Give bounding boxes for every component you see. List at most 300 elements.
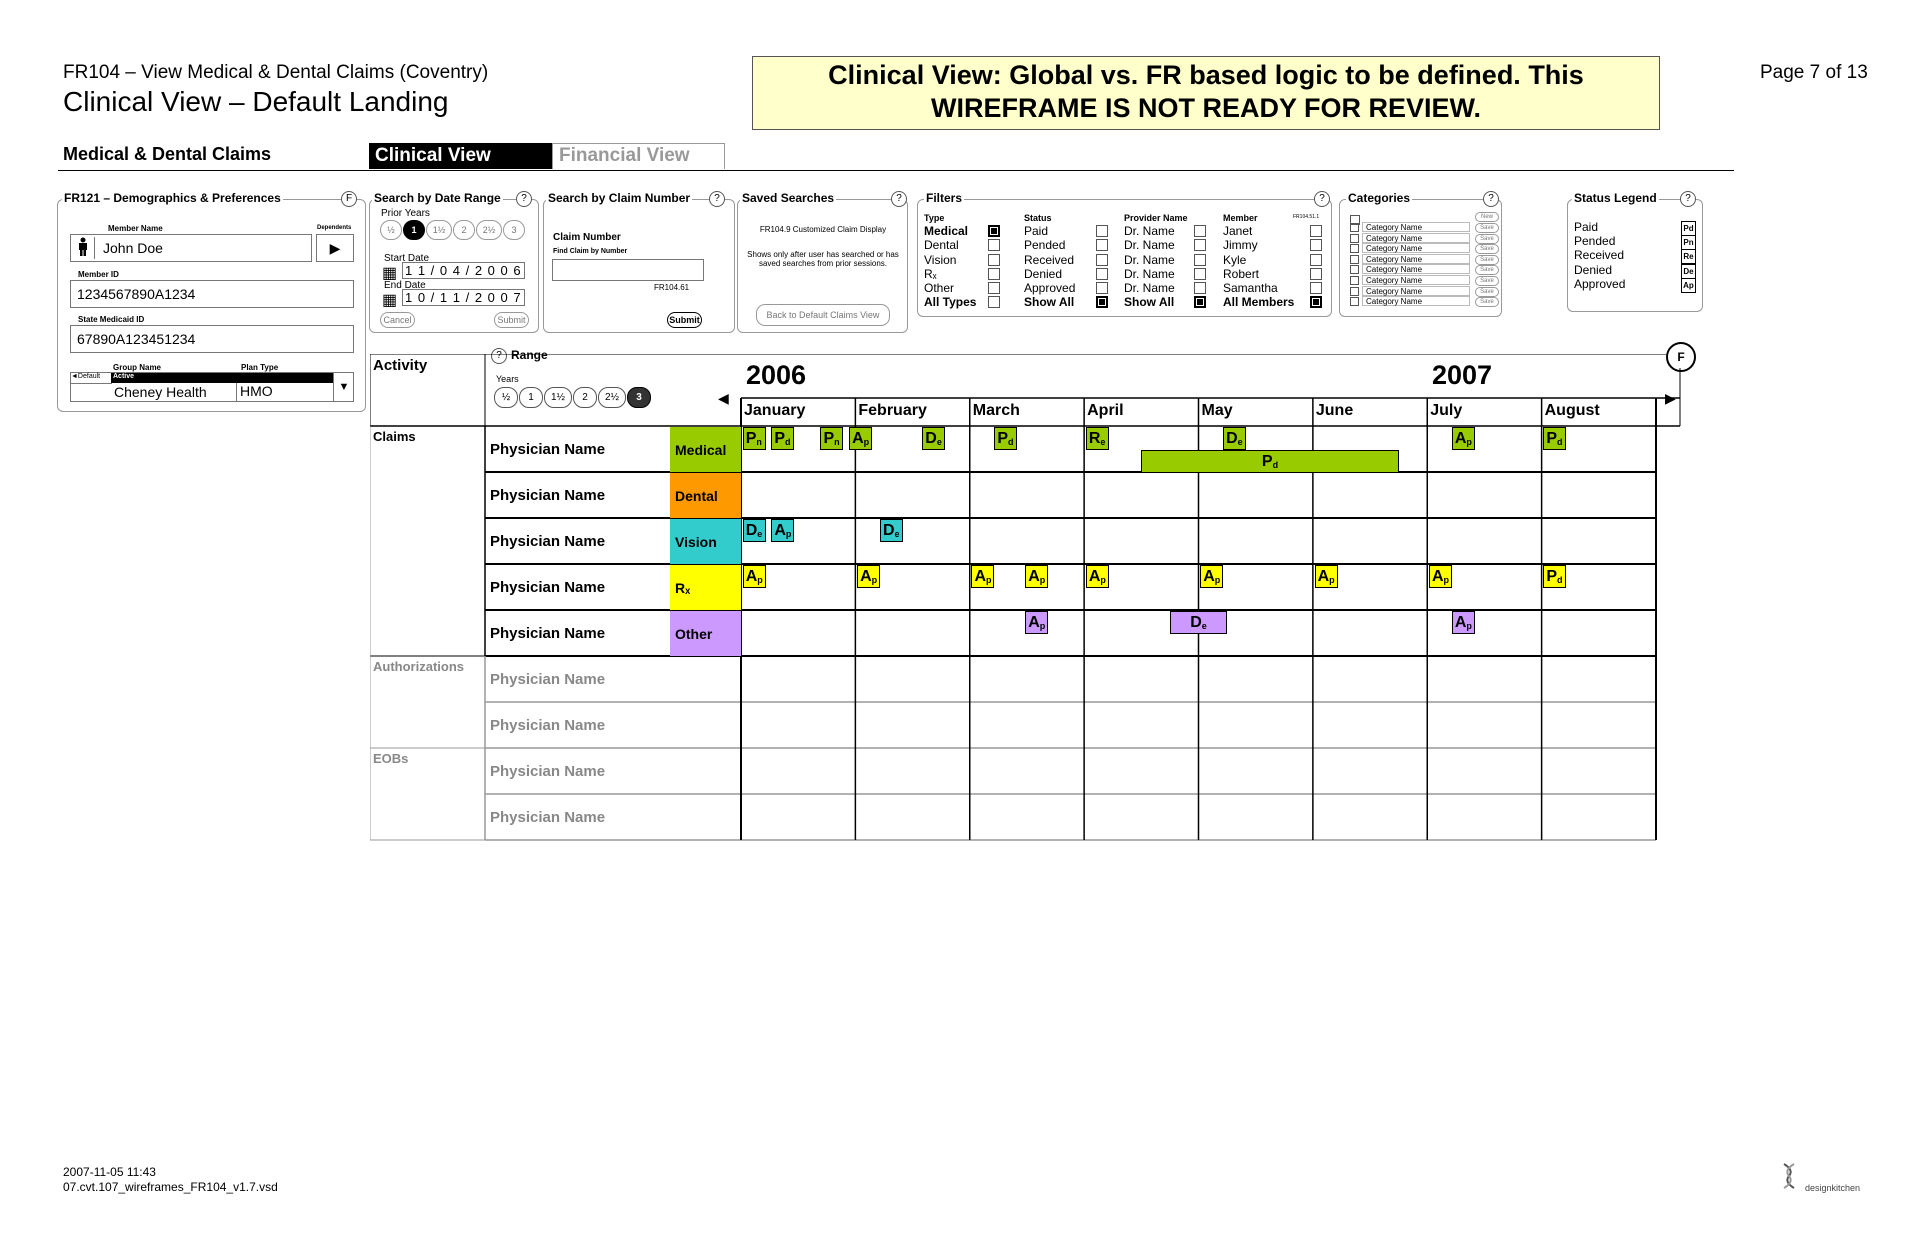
claim-status-badge[interactable] bbox=[820, 427, 843, 450]
section-title: Medical & Dental Claims bbox=[63, 144, 272, 164]
badge-code: A bbox=[1028, 568, 1040, 585]
badge-subcode: p bbox=[1466, 621, 1472, 631]
filter-option-label: Rₓ bbox=[924, 266, 937, 281]
claim-number-panel bbox=[543, 191, 735, 333]
claim-type-vision: Vision bbox=[670, 519, 741, 564]
document-title: FR104 – View Medical & Dental Claims (Coventry) bbox=[63, 62, 489, 83]
badge-code: A bbox=[745, 568, 758, 585]
badge-code: A bbox=[1454, 614, 1467, 631]
panel-title: Categories bbox=[1348, 191, 1411, 205]
file-name: 07.cvt.107_wireframes_FR104_v1.7.vsd bbox=[63, 1180, 278, 1194]
filter-option[interactable] bbox=[924, 267, 1004, 281]
claim-status-badge[interactable] bbox=[743, 565, 766, 588]
claim-status-badge[interactable] bbox=[1223, 427, 1246, 450]
filter-checkbox[interactable] bbox=[1194, 225, 1206, 237]
filter-checkbox[interactable] bbox=[1310, 282, 1322, 294]
group-plan-selector[interactable] bbox=[70, 372, 354, 402]
badge-subcode: p bbox=[1100, 575, 1106, 585]
category-name-field[interactable]: Category Name bbox=[1362, 254, 1470, 264]
tab-clinical-view[interactable]: Clinical View bbox=[369, 143, 552, 169]
filter-column-header: Type bbox=[924, 213, 945, 223]
filter-option[interactable] bbox=[1124, 253, 1210, 267]
claim-status-badge[interactable] bbox=[849, 427, 872, 450]
active-label: Active bbox=[111, 373, 333, 383]
tab-financial-view[interactable]: Financial View bbox=[552, 143, 725, 169]
prior-year-option[interactable]: 2½ bbox=[476, 220, 502, 240]
badge-code: A bbox=[1431, 568, 1444, 585]
help-icon[interactable]: ? bbox=[1680, 191, 1696, 207]
filter-option-label: Janet bbox=[1223, 224, 1253, 238]
filter-option[interactable] bbox=[1024, 267, 1112, 281]
filter-option-label: Dr. Name bbox=[1124, 252, 1175, 267]
saved-search-note: FR104.9 Customized Claim Display bbox=[759, 225, 887, 234]
claim-status-badge[interactable] bbox=[1086, 565, 1109, 588]
filter-option[interactable] bbox=[1024, 281, 1112, 295]
filter-option[interactable] bbox=[1124, 267, 1210, 281]
filters-panel bbox=[917, 191, 1332, 317]
member-name-value: John Doe bbox=[103, 240, 163, 256]
legend-code: Re bbox=[1681, 249, 1696, 264]
page-number: Page 7 of 13 bbox=[1760, 62, 1868, 83]
dropdown-arrow-icon[interactable]: ▼ bbox=[333, 373, 354, 401]
badge-subcode: p bbox=[986, 575, 992, 585]
person-icon bbox=[72, 237, 95, 259]
claim-status-badge[interactable] bbox=[1452, 611, 1475, 634]
plan-type-label: Plan Type bbox=[241, 363, 279, 372]
help-icon[interactable]: ? bbox=[891, 191, 907, 207]
activity-title: Activity bbox=[373, 357, 428, 374]
filter-option[interactable] bbox=[924, 224, 1004, 238]
member-id-field[interactable]: 1234567890A1234 bbox=[70, 280, 354, 308]
physician-name: Physician Name bbox=[490, 579, 606, 596]
legend-label: Denied bbox=[1574, 262, 1613, 277]
badge-subcode: p bbox=[1039, 621, 1046, 631]
category-save-button[interactable]: Save bbox=[1475, 297, 1499, 307]
filter-option-label: All Members bbox=[1223, 295, 1295, 310]
group-name-label: Group Name bbox=[113, 363, 162, 372]
category-name-field[interactable]: Category Name bbox=[1362, 243, 1470, 253]
claim-status-badge[interactable] bbox=[1452, 427, 1475, 450]
badge-code: A bbox=[860, 568, 872, 585]
claim-number-input[interactable] bbox=[552, 259, 704, 281]
prior-year-option[interactable]: 1 bbox=[403, 220, 425, 240]
badge-subcode: e bbox=[1237, 437, 1243, 447]
filter-column-header: Member bbox=[1223, 213, 1258, 223]
claim-status-badge[interactable] bbox=[880, 519, 903, 542]
year-label-2007: 2007 bbox=[1432, 360, 1493, 390]
submit-button[interactable]: Submit bbox=[667, 312, 702, 328]
claim-number-label: Claim Number bbox=[553, 232, 621, 243]
panel-title: Status Legend bbox=[1574, 191, 1657, 205]
filter-column-header: Provider Name bbox=[1124, 213, 1188, 223]
filter-option-label: Received bbox=[1024, 252, 1075, 267]
calendar-icon[interactable]: ▦ bbox=[382, 265, 398, 282]
saved-search-description: Shows only after user has searched or has saved searches from prior sessions. bbox=[747, 250, 899, 268]
month-label: July bbox=[1430, 402, 1463, 419]
category-save-button[interactable]: Save bbox=[1475, 265, 1499, 275]
month-label: August bbox=[1544, 402, 1600, 419]
f-button[interactable]: F bbox=[1666, 342, 1696, 372]
badge-code: R bbox=[1088, 430, 1101, 447]
badge-code: D bbox=[1190, 614, 1202, 631]
filter-checkbox[interactable] bbox=[988, 296, 1000, 308]
filter-option[interactable] bbox=[1223, 281, 1326, 295]
filter-checkbox[interactable] bbox=[1194, 239, 1206, 251]
badge-subcode: n bbox=[834, 437, 840, 447]
badge-code: P bbox=[1546, 430, 1558, 447]
claim-status-badge[interactable] bbox=[1543, 565, 1566, 588]
filter-checkbox[interactable] bbox=[1310, 254, 1322, 266]
filter-column bbox=[1124, 212, 1210, 310]
badge-code: A bbox=[852, 430, 864, 447]
filter-option[interactable] bbox=[1223, 238, 1326, 252]
month-label: February bbox=[858, 402, 927, 419]
cancel-button[interactable]: Cancel bbox=[380, 312, 415, 328]
category-save-button[interactable]: Save bbox=[1475, 244, 1499, 254]
filter-option-label: All Types bbox=[924, 295, 977, 310]
brand-name: designkitchen bbox=[1805, 1183, 1861, 1193]
category-checkbox[interactable] bbox=[1350, 297, 1359, 306]
physician-name: Physician Name bbox=[490, 763, 606, 780]
category-name-field[interactable]: Category Name bbox=[1362, 264, 1470, 274]
category-checkbox[interactable] bbox=[1350, 255, 1359, 264]
category-name-field[interactable]: Category Name bbox=[1362, 275, 1470, 285]
claim-status-badge[interactable] bbox=[743, 427, 766, 450]
claim-status-badge[interactable] bbox=[771, 427, 794, 450]
claim-type-other: Other bbox=[670, 611, 741, 656]
tab-divider bbox=[58, 170, 1734, 171]
physician-name: Physician Name bbox=[490, 487, 606, 504]
badge-code: A bbox=[1203, 568, 1215, 585]
filter-option[interactable] bbox=[1024, 224, 1112, 238]
filter-option[interactable] bbox=[1223, 253, 1326, 267]
category-save-button[interactable]: Save bbox=[1475, 223, 1499, 233]
claim-status-badge[interactable] bbox=[1543, 427, 1566, 450]
years-label: Years bbox=[496, 374, 519, 384]
prior-years-label: Prior Years bbox=[381, 208, 430, 219]
state-id-field[interactable]: 67890A123451234 bbox=[70, 325, 354, 353]
badge-code: D bbox=[925, 430, 937, 447]
claim-status-badge[interactable] bbox=[1086, 427, 1109, 450]
badge-subcode: e bbox=[936, 437, 942, 447]
category-save-button[interactable]: Save bbox=[1475, 287, 1499, 297]
badge-code: A bbox=[974, 568, 987, 585]
badge-subcode: d bbox=[784, 437, 791, 447]
filter-option[interactable] bbox=[1223, 267, 1326, 281]
claim-status-badge[interactable] bbox=[1025, 565, 1048, 588]
find-claim-label: Find Claim by Number bbox=[553, 248, 628, 255]
state-id-label: State Medicaid ID bbox=[78, 315, 145, 324]
category-name-field[interactable]: Category Name bbox=[1362, 233, 1470, 243]
claim-status-badge[interactable] bbox=[857, 565, 880, 588]
physician-name: Physician Name bbox=[490, 625, 606, 642]
year-label-2006: 2006 bbox=[746, 360, 807, 390]
filter-column bbox=[924, 212, 1004, 310]
filter-option-label: Dr. Name bbox=[1124, 238, 1175, 253]
panel-title: Search by Date Range bbox=[374, 191, 501, 205]
claim-status-badge[interactable] bbox=[1025, 611, 1048, 634]
date-range-panel bbox=[369, 191, 539, 333]
category-name-field[interactable]: Category Name bbox=[1362, 286, 1470, 296]
filter-option-label: Kyle bbox=[1223, 252, 1247, 267]
review-warning-banner bbox=[752, 56, 1660, 130]
next-arrow-icon[interactable]: ▶ bbox=[1665, 390, 1676, 406]
prior-year-option[interactable]: ½ bbox=[380, 220, 402, 240]
category-save-button[interactable]: Save bbox=[1475, 234, 1499, 244]
help-icon[interactable]: ? bbox=[491, 348, 507, 364]
saved-searches-panel bbox=[737, 191, 908, 333]
end-date-field[interactable]: 1 0 / 1 1 / 2 0 0 7 bbox=[402, 289, 525, 306]
filter-option[interactable] bbox=[1124, 295, 1210, 309]
help-icon[interactable]: F bbox=[341, 191, 357, 207]
section-label: Authorizations bbox=[373, 659, 464, 674]
filter-option[interactable] bbox=[924, 295, 1004, 309]
filter-option[interactable] bbox=[1124, 281, 1210, 295]
category-checkbox[interactable] bbox=[1350, 276, 1359, 285]
filter-option[interactable] bbox=[1024, 295, 1112, 309]
section-label: Claims bbox=[373, 429, 416, 444]
filter-option-label: Approved bbox=[1024, 281, 1076, 296]
range-label: Range bbox=[511, 348, 548, 362]
group-name-value: Cheney Health bbox=[114, 384, 207, 400]
reference-label: FR104.51.1 bbox=[1293, 214, 1320, 220]
filter-option-label: Dr. Name bbox=[1124, 224, 1175, 238]
filter-option[interactable] bbox=[1124, 224, 1210, 238]
filter-checkbox[interactable] bbox=[1310, 268, 1322, 280]
filter-checkbox[interactable] bbox=[988, 225, 1000, 237]
badge-subcode: p bbox=[1466, 437, 1472, 447]
filter-checkbox[interactable] bbox=[1194, 268, 1206, 280]
claim-status-badge[interactable] bbox=[994, 427, 1017, 450]
physician-name: Physician Name bbox=[490, 533, 606, 550]
filter-option-label: Vision bbox=[924, 252, 957, 267]
back-to-default-button[interactable]: Back to Default Claims View bbox=[756, 304, 890, 326]
filter-option[interactable] bbox=[924, 281, 1004, 295]
claim-type-medical: Medical bbox=[670, 427, 741, 472]
claim-status-badge[interactable] bbox=[922, 427, 945, 450]
month-label: January bbox=[744, 402, 806, 419]
prev-arrow-icon[interactable]: ◀ bbox=[718, 390, 729, 406]
badge-subcode: e bbox=[1100, 437, 1106, 447]
filter-column bbox=[1223, 212, 1326, 310]
claim-status-bar[interactable] bbox=[1170, 611, 1227, 634]
badge-code: A bbox=[1317, 568, 1330, 585]
page-title: Clinical View – Default Landing bbox=[63, 86, 449, 117]
filter-option[interactable] bbox=[924, 238, 1004, 252]
help-icon[interactable]: ? bbox=[709, 191, 725, 207]
claim-status-badge[interactable] bbox=[743, 519, 766, 542]
filter-checkbox[interactable] bbox=[1194, 282, 1206, 294]
filter-checkbox[interactable] bbox=[1096, 225, 1108, 237]
claim-status-badge[interactable] bbox=[1429, 565, 1452, 588]
month-label: May bbox=[1201, 402, 1233, 419]
category-name-field[interactable]: Category Name bbox=[1362, 222, 1470, 232]
end-date-label: End Date bbox=[384, 280, 426, 291]
filter-option-label: Dental bbox=[924, 238, 959, 253]
physician-name: Physician Name bbox=[490, 441, 606, 458]
new-category-button[interactable]: New bbox=[1475, 212, 1499, 222]
badge-subcode: p bbox=[863, 437, 870, 447]
badge-code: P bbox=[997, 430, 1009, 447]
badge-subcode: p bbox=[1329, 575, 1335, 585]
default-label: ◄Default bbox=[71, 373, 112, 384]
category-checkbox[interactable] bbox=[1350, 223, 1359, 232]
filter-checkbox[interactable] bbox=[1096, 296, 1108, 308]
claim-status-bar[interactable] bbox=[1141, 450, 1398, 473]
dependents-label: Dependents bbox=[317, 225, 352, 231]
filter-checkbox[interactable] bbox=[1310, 225, 1322, 237]
badge-subcode: d bbox=[1008, 437, 1014, 447]
filter-option[interactable] bbox=[1024, 253, 1112, 267]
badge-subcode: e bbox=[1201, 621, 1207, 631]
badge-subcode: d bbox=[1557, 575, 1563, 585]
prior-year-option[interactable]: 3 bbox=[503, 220, 525, 240]
filter-checkbox[interactable] bbox=[1096, 254, 1108, 266]
timestamp: 2007-11-05 11:43 bbox=[63, 1165, 156, 1179]
filter-column-header: Status bbox=[1024, 213, 1052, 223]
badge-subcode: d bbox=[1272, 460, 1279, 470]
filter-option-label: Show All bbox=[1024, 295, 1075, 310]
badge-subcode: p bbox=[1443, 575, 1450, 585]
badge-code: P bbox=[774, 430, 785, 447]
member-name-field[interactable] bbox=[70, 234, 312, 262]
physician-name: Physician Name bbox=[490, 671, 606, 688]
submit-button[interactable]: Submit bbox=[494, 312, 529, 328]
filter-option[interactable] bbox=[924, 253, 1004, 267]
range-year-option[interactable]: 2½ bbox=[598, 387, 626, 408]
category-name-field[interactable]: Category Name bbox=[1362, 296, 1470, 306]
category-checkbox[interactable] bbox=[1350, 265, 1359, 274]
legend-code: De bbox=[1681, 264, 1696, 279]
legend-label: Pended bbox=[1574, 234, 1616, 249]
categories-panel bbox=[1339, 191, 1502, 317]
filter-checkbox[interactable] bbox=[1096, 268, 1108, 280]
month-label: April bbox=[1087, 402, 1124, 419]
range-year-option[interactable]: 1 bbox=[519, 387, 543, 408]
badge-code: A bbox=[1028, 614, 1040, 631]
activity-timeline bbox=[370, 348, 1685, 944]
panel-title: Saved Searches bbox=[742, 191, 835, 205]
filter-checkbox[interactable] bbox=[988, 254, 1000, 266]
badge-subcode: p bbox=[1039, 575, 1046, 585]
badge-code: A bbox=[774, 522, 786, 539]
month-label: June bbox=[1315, 402, 1354, 419]
claim-status-badge[interactable] bbox=[1315, 565, 1338, 588]
category-save-button[interactable]: Save bbox=[1475, 255, 1499, 265]
prior-year-option[interactable]: 2 bbox=[453, 220, 475, 240]
warning-line-2: WIREFRAME IS NOT READY FOR REVIEW. bbox=[930, 93, 1482, 123]
badge-subcode: e bbox=[757, 529, 763, 539]
plan-type-value: HMO bbox=[236, 383, 273, 401]
month-label: March bbox=[972, 402, 1020, 419]
help-icon[interactable]: ? bbox=[1483, 191, 1499, 207]
filter-checkbox[interactable] bbox=[1310, 296, 1322, 308]
claim-type-dental: Dental bbox=[670, 473, 741, 518]
range-year-option[interactable]: ½ bbox=[494, 387, 518, 408]
calendar-icon[interactable]: ▦ bbox=[382, 292, 398, 309]
claim-type-r: Rₓ bbox=[670, 565, 741, 610]
badge-subcode: e bbox=[894, 529, 900, 539]
badge-code: P bbox=[1546, 568, 1558, 585]
claim-status-badge[interactable] bbox=[1200, 565, 1223, 588]
filter-checkbox[interactable] bbox=[1194, 296, 1206, 308]
designkitchen-logo-icon bbox=[1782, 1162, 1796, 1195]
badge-code: P bbox=[1261, 453, 1273, 470]
range-year-option[interactable]: 2 bbox=[573, 387, 597, 408]
filter-option-label: Denied bbox=[1024, 266, 1063, 281]
filter-checkbox[interactable] bbox=[1310, 239, 1322, 251]
claim-status-badge[interactable] bbox=[971, 565, 994, 588]
reference-label: FR104.61 bbox=[654, 283, 690, 292]
help-icon[interactable]: ? bbox=[1314, 191, 1330, 207]
badge-subcode: n bbox=[756, 437, 762, 447]
filter-option[interactable] bbox=[1223, 295, 1326, 309]
prior-year-option[interactable]: 1½ bbox=[426, 220, 452, 240]
badge-code: P bbox=[745, 430, 757, 447]
filter-option-label: Samantha bbox=[1223, 281, 1278, 296]
category-checkbox[interactable] bbox=[1350, 234, 1359, 243]
help-icon[interactable]: ? bbox=[516, 191, 532, 207]
demographics-panel bbox=[57, 191, 366, 412]
warning-line-1: Clinical View: Global vs. FR based logic to be defined. This bbox=[828, 60, 1584, 90]
badge-subcode: p bbox=[785, 529, 792, 539]
filter-checkbox[interactable] bbox=[988, 239, 1000, 251]
filter-option[interactable] bbox=[1223, 224, 1326, 238]
panel-title: Search by Claim Number bbox=[548, 191, 691, 205]
filter-checkbox[interactable] bbox=[988, 282, 1000, 294]
badge-subcode: p bbox=[871, 575, 878, 585]
prior-years-selector bbox=[380, 220, 526, 240]
play-icon: ▶ bbox=[329, 240, 341, 256]
filter-option[interactable] bbox=[1024, 238, 1112, 252]
range-year-option[interactable]: 3 bbox=[627, 387, 651, 408]
claim-status-badge[interactable] bbox=[771, 519, 794, 542]
filter-option-label: Medical bbox=[924, 224, 969, 238]
start-date-field[interactable]: 1 1 / 0 4 / 2 0 0 6 bbox=[402, 262, 525, 279]
section-label: EOBs bbox=[373, 751, 409, 766]
filter-option[interactable] bbox=[1124, 238, 1210, 252]
category-checkbox[interactable] bbox=[1350, 287, 1359, 296]
badge-subcode: p bbox=[757, 575, 763, 585]
dependents-button[interactable] bbox=[316, 234, 354, 262]
range-year-option[interactable]: 1½ bbox=[544, 387, 572, 408]
badge-subcode: p bbox=[1214, 575, 1221, 585]
status-legend-panel bbox=[1567, 191, 1703, 312]
badge-code: A bbox=[1454, 430, 1467, 447]
category-checkbox[interactable] bbox=[1350, 244, 1359, 253]
legend-label: Received bbox=[1574, 248, 1625, 263]
category-save-button[interactable]: Save bbox=[1475, 276, 1499, 286]
filter-checkbox[interactable] bbox=[1194, 254, 1206, 266]
filter-checkbox[interactable] bbox=[1096, 282, 1108, 294]
filter-checkbox[interactable] bbox=[988, 268, 1000, 280]
filter-option-label: Dr. Name bbox=[1124, 281, 1175, 296]
badge-code: A bbox=[1088, 568, 1101, 585]
badge-subcode: d bbox=[1557, 437, 1563, 447]
legend-label: Approved bbox=[1574, 276, 1626, 291]
physician-name: Physician Name bbox=[490, 717, 606, 734]
filter-checkbox[interactable] bbox=[1096, 239, 1108, 251]
badge-code: D bbox=[745, 522, 758, 539]
badge-code: D bbox=[1226, 430, 1238, 447]
legend-code: Pn bbox=[1681, 235, 1696, 250]
filter-option-label: Show All bbox=[1124, 295, 1175, 310]
filter-option-label: Robert bbox=[1223, 266, 1260, 281]
panel-title: Filters bbox=[926, 191, 963, 205]
start-date-label: Start Date bbox=[384, 253, 430, 264]
filter-option-label: Jimmy bbox=[1223, 238, 1258, 253]
filter-option-label: Pended bbox=[1024, 238, 1066, 253]
